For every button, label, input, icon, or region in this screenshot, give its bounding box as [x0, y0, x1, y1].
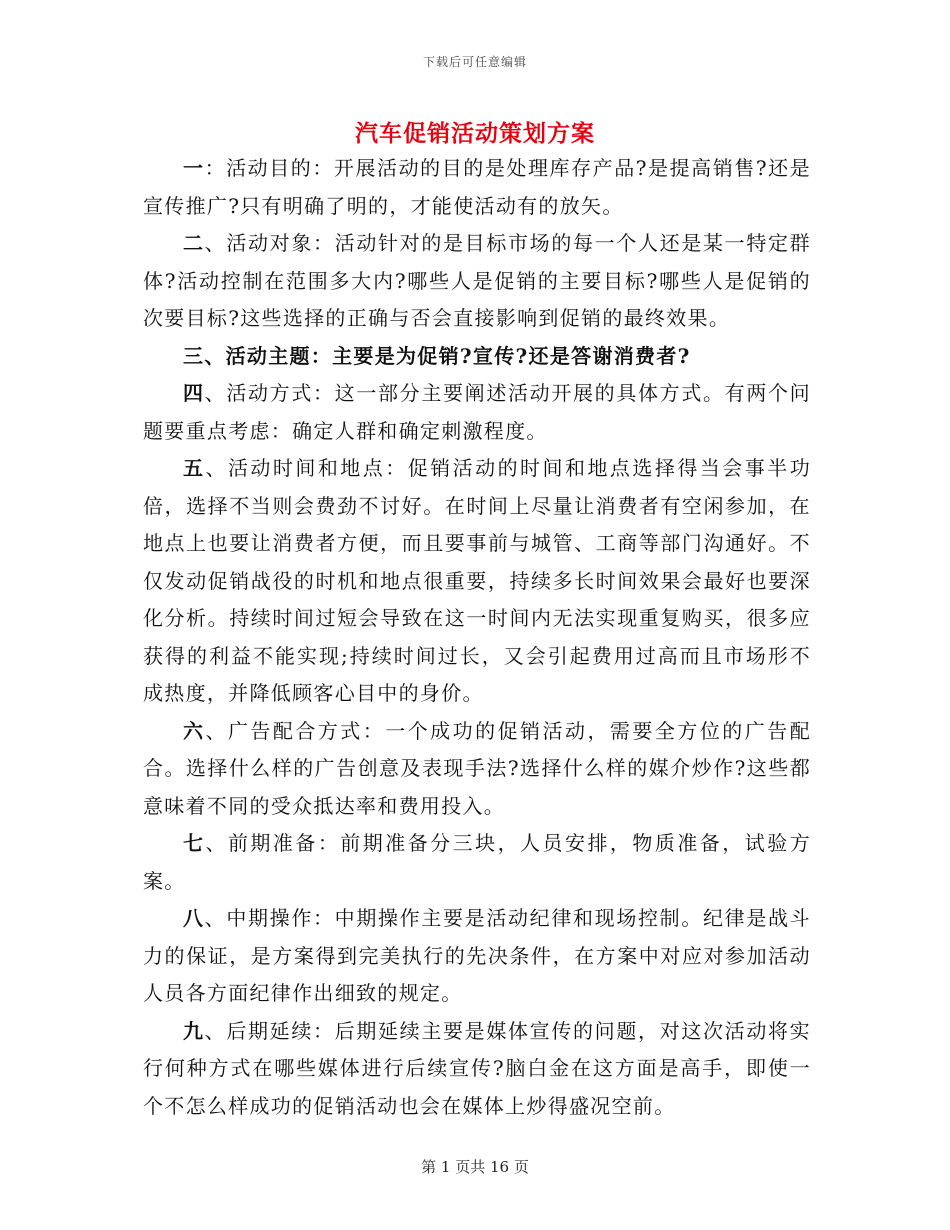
paragraph-method: [143, 375, 811, 450]
paragraph-text: ：活动目的：开展活动的目的是处理库存产品?是提高销售?还是宣传推广?只有明确了明的，才能使活动有的放矢。: [143, 156, 811, 218]
paragraph-text: 、活动方式：这一部分主要阐述活动开展的具体方式。有两个问题要重点考虑：确定人群和确定刺激程度。: [143, 381, 811, 443]
paragraph-number: 一: [183, 156, 205, 180]
paragraph-advertising: [143, 713, 811, 826]
paragraph-number: 五: [183, 456, 206, 480]
paragraph-number: 八: [183, 906, 205, 930]
paragraph-target: [143, 225, 811, 338]
paragraph-text: 、活动对象：活动针对的是目标市场的每一个人还是某一特定群体?活动控制在范围多大内?哪些人是促销的主要目标?哪些人是促销的次要目标?这些选择的正确与否会直接影响到促销的最终效果。: [143, 231, 811, 330]
paragraph-operation: [143, 900, 811, 1013]
paragraph-number: 四: [183, 381, 205, 405]
page-header: 下载后可任意编辑: [422, 55, 527, 69]
paragraph-text: 、后期延续：后期延续主要是媒体宣传的问题，对这次活动将实行何种方式在哪些媒体进行后续宣传?脑白金在这方面是高手，即使一个不怎么样成功的促销活动也会在媒体上炒得盛况空前。: [143, 1018, 811, 1118]
paragraph-number: 三: [183, 343, 205, 368]
paragraph-text: 、中期操作：中期操作主要是活动纪律和现场控制。纪律是战斗力的保证，是方案得到完美执行的先决条件，在方案中对应对参加活动人员各方面纪律作出细致的规定。: [143, 906, 811, 1005]
paragraph-text: 、活动主题：主要是为促销?宣传?还是答谢消费者?: [204, 343, 691, 368]
paragraph-text: 、广告配合方式：一个成功的促销活动，需要全方位的广告配合。选择什么样的广告创意及表现手法?选择什么样的媒介炒作?这些都意味着不同的受众抵达率和费用投入。: [143, 718, 811, 818]
paragraph-number: 二: [183, 231, 205, 255]
paragraph-number: 六: [183, 718, 206, 743]
paragraph-theme: [143, 338, 811, 376]
document-body: [143, 150, 811, 1125]
paragraph-follow-up: [143, 1013, 811, 1126]
document-title: 汽车促销活动策划方案: [355, 120, 595, 147]
paragraph-time-place: [143, 450, 811, 713]
page-number-footer: 第 1 页共 16 页: [421, 1158, 529, 1176]
paragraph-number: 九: [183, 1018, 205, 1043]
paragraph-text: 、前期准备：前期准备分三块，人员安排，物质准备，试验方案。: [143, 831, 811, 893]
paragraph-preparation: [143, 825, 811, 900]
paragraph-objective: [143, 150, 811, 225]
paragraph-number: 七: [183, 831, 206, 855]
paragraph-text: 、活动时间和地点：促销活动的时间和地点选择得当会事半功倍，选择不当则会费劲不讨好。在时间上尽量让消费者有空闲参加，在地点上也要让消费者方便，而且要事前与城管、工商等部门沟通好。不仅发动促销战役的时机和地点很重要，持续多长时间效果会最好也要深化分析。持续时间过短会导致在这一时间内无法实现重复购买，很多应获得的利益不能实现;持续时间过长，又会引起费用过高而且市场形不成热度，并降低顾客心目中的身价。: [143, 456, 811, 705]
